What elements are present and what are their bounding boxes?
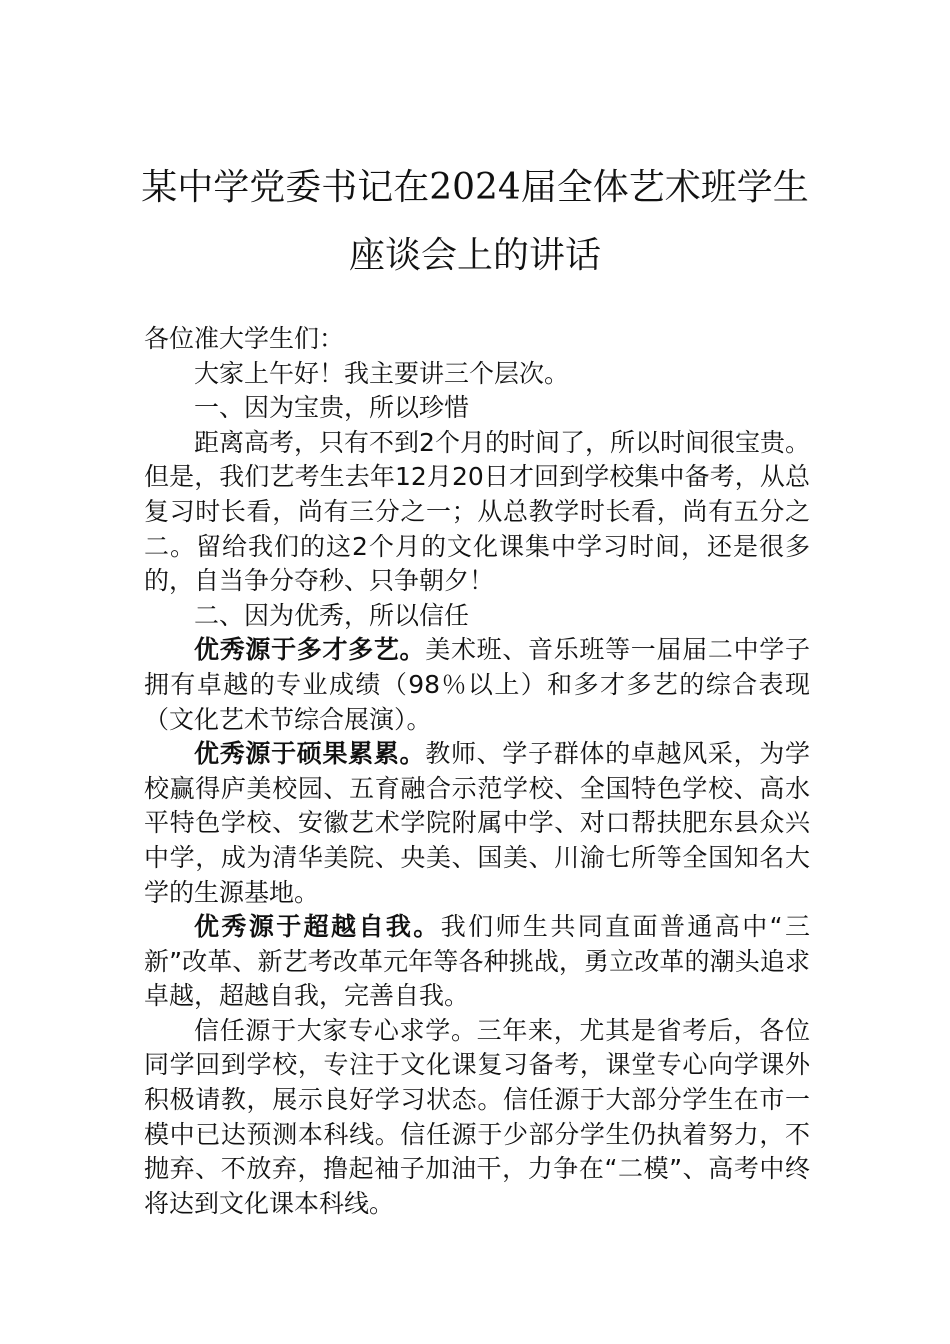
section-2-heading: 二、因为优秀，所以信任 bbox=[194, 600, 470, 630]
section-2-paragraph-4: 信任源于大家专心求学。三年来，尤其是省考后，各位同学回到学校，专注于文化课复习备考，课堂专心向学课外积极请教，展示良好学习状态。信任源于大部分学生在市一模中已达预测本科线。信任源于少部分学生仍执着努力，不抛弃、不放弃，撸起袖子加油干，力争在“二模”、高考中终将达到文化课本科线。 bbox=[144, 1015, 810, 1218]
document-title-line-1: 某中学党委书记在2024届全体艺术班学生 bbox=[141, 167, 809, 208]
document-body bbox=[144, 322, 810, 1221]
paragraph-lead-bold: 优秀源于多才多艺。 bbox=[194, 635, 426, 665]
salutation: 各位准大学生们： bbox=[144, 324, 345, 353]
document-title-line-2: 座谈会上的讲话 bbox=[348, 235, 601, 276]
paragraph-text: 教师、学子群体的卓越风采，为学校赢得庐美校园、五育融合示范学校、全国特色学校、高水平特色学校、安徽艺术学院附属中学、对口帮扶肥东县众兴中学，成为清华美院、央美、国美、川渝七所等全国知名大学的生源基地。 bbox=[144, 739, 810, 907]
section-1-heading: 一、因为宝贵，所以珍惜 bbox=[194, 393, 470, 423]
paragraph-text: 美术班、音乐班等一届届二中学子拥有卓越的专业成绩（98％以上）和多才多艺的综合表现（文化艺术节综合展演）。 bbox=[144, 635, 810, 734]
section-2-paragraph-3 bbox=[144, 910, 810, 1014]
greeting: 大家上午好！我主要讲三个层次。 bbox=[194, 358, 570, 388]
section-1-paragraph: 距离高考，只有不到2个月的时间了，所以时间很宝贵。但是，我们艺考生去年12月20日才回到学校集中备考，从总复习时长看，尚有三分之一；从总教学时长看，尚有五分之二。留给我们的这2个月的文化课集中学习时间，还是很多的，自当争分夺秒、只争朝夕！ bbox=[144, 427, 810, 596]
paragraph-lead-bold: 优秀源于硕果累累。 bbox=[194, 739, 426, 769]
section-2-paragraph-2 bbox=[144, 737, 810, 910]
paragraph-text: 我们师生共同直面普通高中“三新”改革、新艺考改革元年等各种挑战，勇立改革的潮头追求卓越，超越自我，完善自我。 bbox=[144, 912, 810, 1011]
paragraph-lead-bold: 优秀源于超越自我。 bbox=[194, 912, 441, 942]
section-2-paragraph-1 bbox=[144, 633, 810, 737]
